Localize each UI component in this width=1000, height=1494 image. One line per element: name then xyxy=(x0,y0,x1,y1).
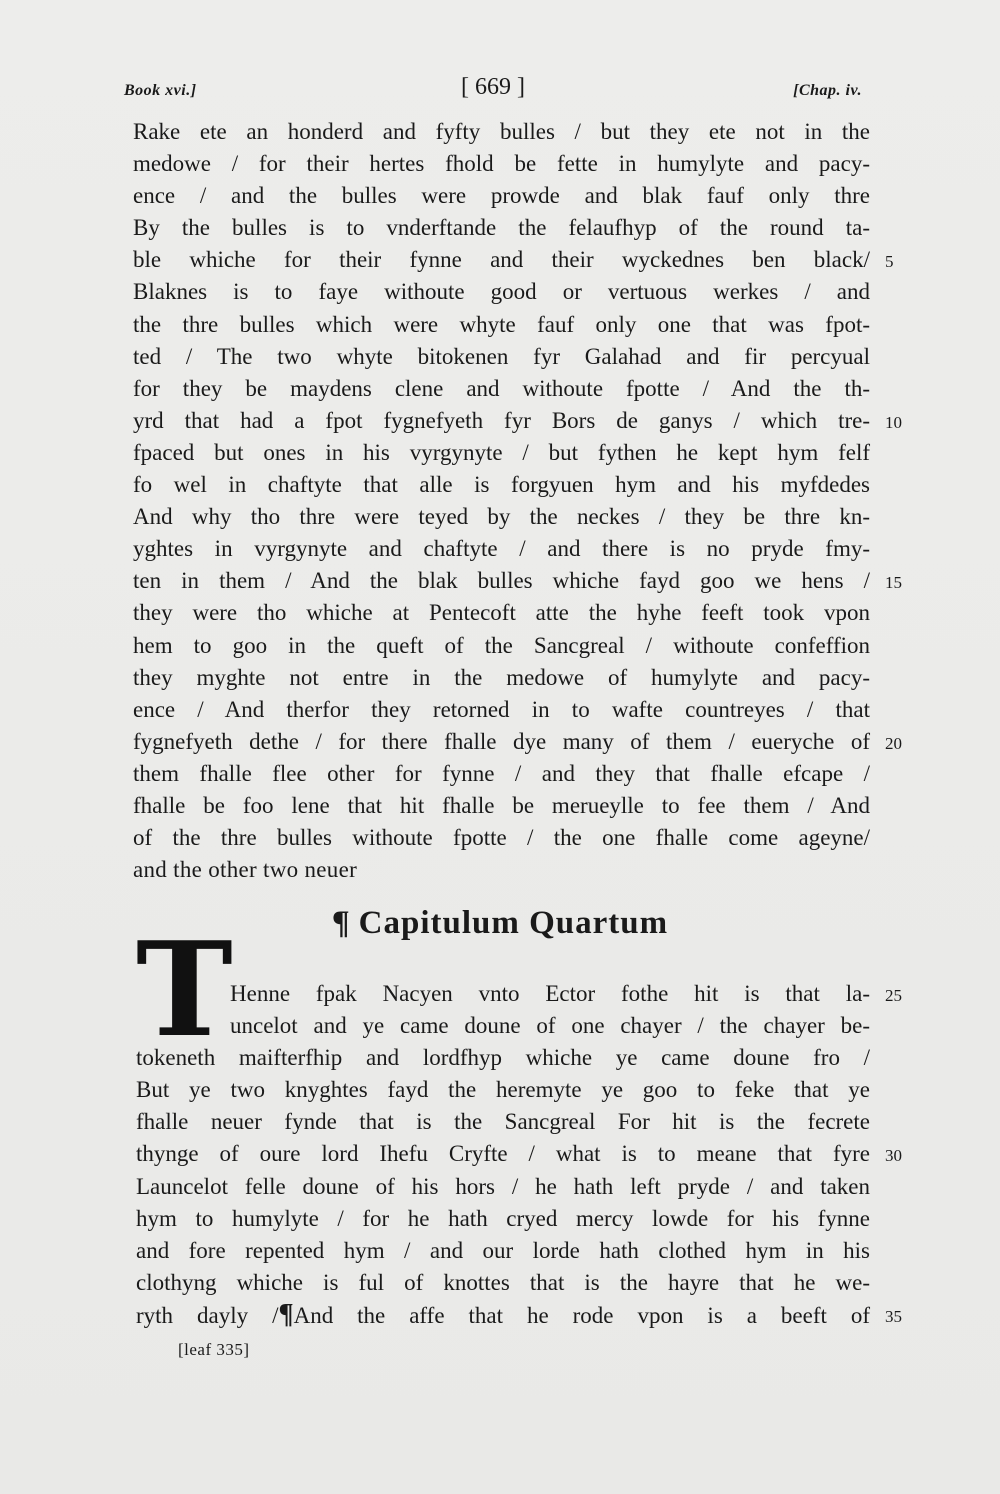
text-line xyxy=(133,822,870,854)
line-number: 30 xyxy=(885,1146,902,1166)
text-line xyxy=(133,533,870,565)
text-line xyxy=(133,565,902,597)
text-line xyxy=(133,630,870,662)
line-number: 5 xyxy=(885,252,894,272)
text-line xyxy=(136,1298,902,1331)
line-text: and the other two neuer xyxy=(133,857,358,883)
header-book-label: Book xvi.] xyxy=(124,82,197,99)
leaf-marker: [leaf 335] xyxy=(178,1340,250,1359)
line-text: ten in them / And the blak bulles whiche fayd goo we hens / xyxy=(133,568,870,594)
text-line xyxy=(133,244,894,276)
line-text: By the bulles is to vnderftande the felaufhyp of the round ta- xyxy=(133,215,870,241)
line-text: fygnefyeth dethe / for there fhalle dye many of them / eueryche of xyxy=(133,728,870,754)
pilcrow-icon: ¶ xyxy=(331,905,351,941)
text-line xyxy=(136,1235,870,1267)
line-text: uncelot and ye came doune of one chayer / the chayer be- xyxy=(230,1013,870,1039)
text-line xyxy=(133,790,870,822)
line-text: But ye two knyghtes fayd the heremyte ye goo to feke that ye xyxy=(136,1077,870,1103)
line-number: 35 xyxy=(885,1306,902,1326)
page-number: [ 669 ] xyxy=(461,74,525,100)
line-text: ence / And therfor they retorned in to wafte countreyes / that xyxy=(133,696,870,722)
line-text: tokeneth maifterfhip and lordfhyp whiche ye came doune fro / xyxy=(136,1045,870,1071)
text-line xyxy=(133,694,870,726)
paragraph-2 xyxy=(136,978,902,1331)
line-text: yghtes in vyrgynyte and chaftyte / and there is no pryde fmy- xyxy=(133,536,870,562)
line-text: Rake ete an honderd and fyfty bulles / but they ete not in the xyxy=(133,119,870,144)
text-line xyxy=(136,1267,870,1299)
text-line xyxy=(133,854,870,886)
line-text: hem to goo in the queft of the Sancgreal / withoute confeffion xyxy=(133,632,870,658)
line-text: And why tho thre were teyed by the neckes / they be thre kn- xyxy=(133,504,870,530)
line-text: them fhalle flee other for fynne / and they that fhalle efcape / xyxy=(133,760,870,786)
text-line xyxy=(136,1203,870,1235)
line-text: of the thre bulles withoute fpotte / the one fhalle come ageyne/ xyxy=(133,825,870,851)
line-text: thynge of oure lord Ihefu Cryfte / what is to meane that fyre xyxy=(136,1141,870,1167)
line-number: 10 xyxy=(885,412,902,432)
text-line xyxy=(136,1074,870,1106)
line-text: they were tho whiche at Pentecoft atte the hyhe feeft took vpon xyxy=(133,600,870,626)
text-line xyxy=(133,597,870,629)
text-line xyxy=(133,405,902,437)
text-line xyxy=(230,978,902,1010)
text-line xyxy=(136,1042,870,1074)
text-line xyxy=(133,662,870,694)
text-line xyxy=(230,1010,870,1042)
chapter-title: Capitulum Quartum xyxy=(358,905,669,941)
line-text: And the affe that he rode vpon is a beeft of xyxy=(293,1302,870,1328)
text-line xyxy=(133,373,870,405)
text-line xyxy=(133,726,902,758)
header-chapter-label: [Chap. iv. xyxy=(793,82,862,99)
running-header xyxy=(124,74,862,104)
text-line xyxy=(136,1171,870,1203)
text-line xyxy=(133,309,870,341)
line-text: Launcelot felle doune of his hors / he hath left pryde / and taken xyxy=(136,1173,870,1199)
text-line xyxy=(133,501,870,533)
line-text: Henne fpak Nacyen vnto Ector fothe hit is that la- xyxy=(230,981,870,1006)
line-text: ble whiche for their fynne and their wyckednes ben black/ xyxy=(133,247,870,273)
text-line xyxy=(133,116,870,148)
text-line xyxy=(133,180,870,212)
text-line xyxy=(136,1106,870,1138)
line-text: clothyng whiche is ful of knottes that is the hayre that he we- xyxy=(136,1269,870,1295)
text-line xyxy=(133,276,870,308)
line-text: fo wel in chaftyte that alle is forgyuen hym and his myfdedes xyxy=(133,472,870,498)
line-text: hym to humylyte / for he hath cryed mercy lowde for his fynne xyxy=(136,1205,870,1231)
line-text: ryth dayly / xyxy=(136,1302,279,1328)
line-text: fhalle neuer fynde that is the Sancgreal For hit is the fecrete xyxy=(136,1109,870,1135)
drop-cap-initial: T xyxy=(136,913,233,1066)
line-number: 20 xyxy=(885,733,902,753)
line-number: 15 xyxy=(885,573,902,593)
text-line xyxy=(133,758,870,790)
line-text: yrd that had a fpot fygnefyeth fyr Bors de ganys / which tre- xyxy=(133,407,870,433)
text-line xyxy=(136,1138,902,1170)
line-number: 25 xyxy=(885,986,902,1005)
line-text: ted / The two whyte bitokenen fyr Galahad and fir percyual xyxy=(133,343,870,369)
line-text: medowe / for their hertes fhold be fette in humylyte and pacy- xyxy=(133,151,870,177)
paragraph-1 xyxy=(133,116,902,886)
text-line xyxy=(133,341,870,373)
text-line xyxy=(133,148,870,180)
line-text: the thre bulles which were whyte fauf only one that was fpot- xyxy=(133,311,870,337)
line-text: Blaknes is to faye withoute good or vertuous werkes / and xyxy=(133,279,870,305)
text-line xyxy=(133,469,870,501)
text-line xyxy=(133,437,870,469)
text-line xyxy=(133,212,870,244)
line-text: they myghte not entre in the medowe of humylyte and pacy- xyxy=(133,664,870,690)
line-text: fpaced but ones in his vyrgynyte / but fythen he kept hym felf xyxy=(133,439,870,465)
line-text: ence / and the bulles were prowde and blak fauf only thre xyxy=(133,183,870,209)
pilcrow-icon: ¶ xyxy=(278,1298,294,1330)
line-text: and fore repented hym / and our lorde hath clothed hym in his xyxy=(136,1237,870,1263)
line-text: fhalle be foo lene that hit fhalle be merueylle to fee them / And xyxy=(133,792,870,818)
line-text: for they be maydens clene and withoute fpotte / And the th- xyxy=(133,375,870,401)
